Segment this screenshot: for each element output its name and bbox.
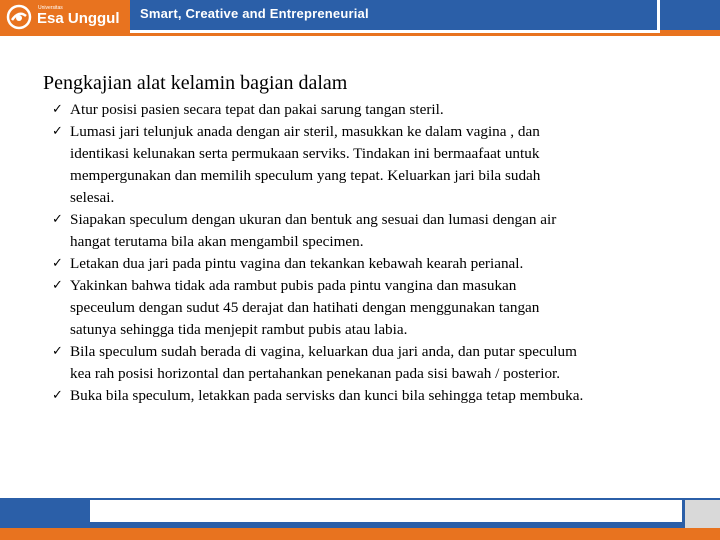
bullet-item — [52, 385, 692, 407]
checkmark-icon: ✓ — [52, 124, 63, 139]
logo-small-text: Universitas — [38, 5, 63, 11]
bullet-line: kea rah posisi horizontal dan pertahankan penekanan pada sisi bawah / posterior. — [70, 365, 561, 382]
checkmark-icon: ✓ — [52, 256, 63, 271]
bullet-line: satunya sehingga tida menjepit rambut pubis atau labia. — [70, 321, 408, 338]
header-band — [0, 0, 720, 36]
bullet-line: hangat terutama bila akan mengambil specimen. — [70, 233, 364, 250]
slide-title: Pengkajian alat kelamin bagian dalam — [43, 72, 348, 94]
bullet-item — [52, 209, 692, 253]
footer-right-panel — [685, 500, 720, 528]
bullet-line: Yakinkan bahwa tidak ada rambut pubis pada pintu vangina dan masukan — [70, 277, 517, 294]
bullet-line: Bila speculum sudah berada di vagina, keluarkan dua jari anda, dan putar speculum — [70, 343, 577, 360]
checkmark-icon: ✓ — [52, 278, 63, 293]
header-frame-line — [130, 30, 660, 33]
bullet-item — [52, 275, 692, 341]
bullet-item — [52, 341, 692, 385]
checkmark-icon: ✓ — [52, 102, 63, 117]
bullet-list — [52, 99, 692, 407]
university-logo — [6, 4, 126, 30]
checkmark-icon: ✓ — [52, 212, 63, 227]
bullet-line: identikasi kelunakan serta permukaan serviks. Tindakan ini bermaafaat untuk — [70, 145, 540, 162]
header-frame-right — [657, 0, 660, 33]
bullet-line: Letakan dua jari pada pintu vagina dan tekankan kebawah kearah perianal. — [70, 255, 524, 272]
bullet-line: speceulum dengan sudut 45 derajat dan hatihati dengan menggunakan tangan — [70, 299, 540, 316]
bullet-item — [52, 99, 692, 121]
bullet-line: mempergunakan dan memilih speculum yang tepat. Keluarkan jari bila sudah — [70, 167, 541, 184]
bullet-item — [52, 253, 692, 275]
bullet-line: Siapakan speculum dengan ukuran dan bentuk ang sesuai dan lumasi dengan air — [70, 211, 557, 228]
bullet-line: selesai. — [70, 189, 115, 206]
footer-inner-frame — [90, 500, 682, 522]
brand-name: Esa Unggul — [37, 10, 120, 27]
checkmark-icon: ✓ — [52, 344, 63, 359]
bullet-line: Buka bila speculum, letakkan pada servisks dan kunci bila sehingga tetap membuka. — [70, 387, 584, 404]
bullet-item — [52, 121, 692, 209]
bullet-line: Atur posisi pasien secara tepat dan pakai sarung tangan steril. — [70, 101, 444, 118]
header-tagline: Smart, Creative and Entrepreneurial — [140, 6, 369, 21]
university-emblem-icon — [6, 4, 32, 30]
checkmark-icon: ✓ — [52, 388, 63, 403]
bullet-line: Lumasi jari telunjuk anada dengan air steril, masukkan ke dalam vagina , dan — [70, 123, 540, 140]
footer-orange-bar — [0, 528, 720, 540]
